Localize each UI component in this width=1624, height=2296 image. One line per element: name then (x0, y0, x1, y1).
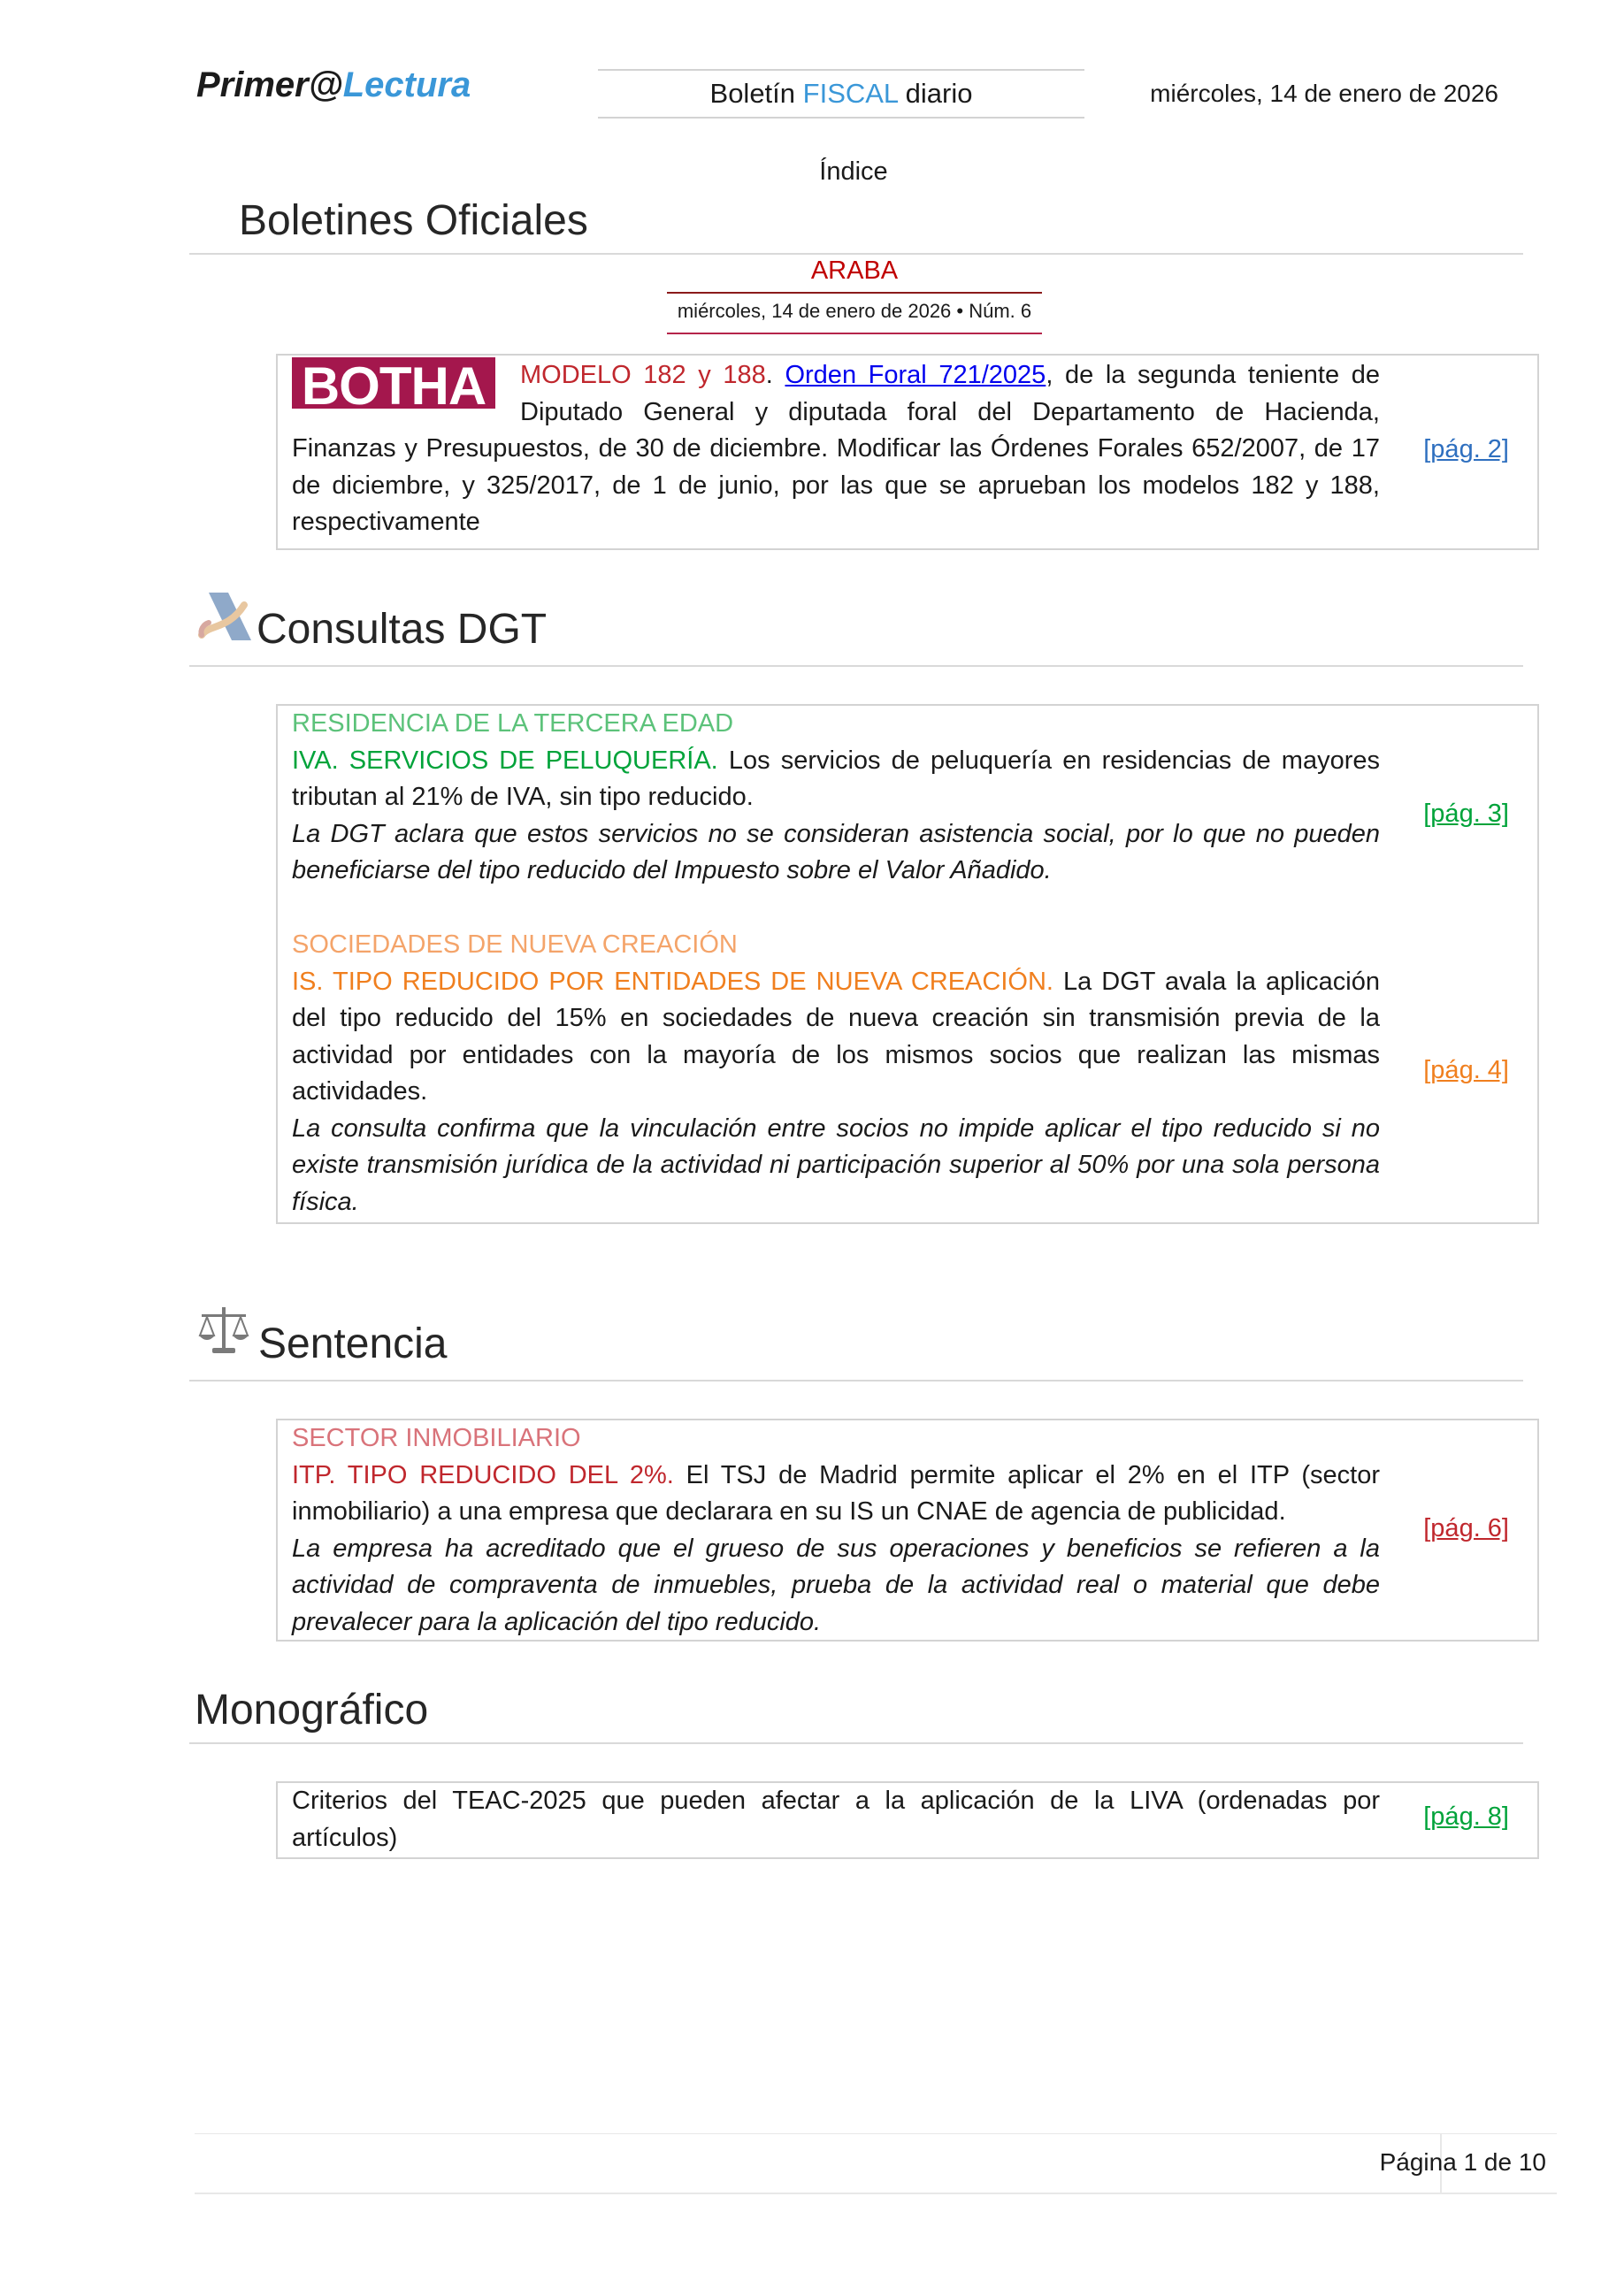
headline-separator: . (765, 361, 785, 389)
boletin-headline: MODELO 182 y 188 (520, 361, 766, 389)
scales-icon (198, 1305, 249, 1357)
aeat-logo-icon (196, 589, 257, 647)
title-accent: FISCAL (802, 78, 899, 109)
consulta-category: SOCIEDADES DE NUEVA CREACIÓN (292, 930, 738, 959)
page-link-6[interactable]: [pág. 6] (1423, 1514, 1509, 1542)
consulta-item (292, 706, 1380, 890)
boletin-body: , de la segunda teniente de Diputado General y diputada foral del Departamento de Hacienda, Finanzas y Presupuestos, de 30 de diciembre. Modificar las Órdenes Forales 652/2007, de 17 de diciembre, y 325/2017, de 1 de junio, por las que se aprueban los modelos 182 y 188, respectivamente (292, 361, 1380, 536)
sentencia-box (276, 1419, 1539, 1642)
section-title-sentencia: Sentencia (258, 1320, 448, 1367)
page-link-8[interactable]: [pág. 8] (1423, 1802, 1509, 1831)
sentencia-category: SECTOR INMOBILIARIO (292, 1424, 581, 1452)
logo-part-1: Primer@ (196, 65, 343, 104)
section-title-boletines: Boletines Oficiales (239, 197, 588, 244)
section-divider (189, 253, 1523, 255)
brand-logo (196, 65, 471, 105)
orden-foral-link[interactable]: Orden Foral 721/2025 (785, 361, 1046, 389)
consulta-summary: La consulta confirma que la vinculación entre socios no impide aplicar el tipo reducido si no existe transmisión jurídica de la actividad ni participación superior al 50% por una sola persona física. (292, 1114, 1380, 1216)
region-title: ARABA (810, 256, 899, 285)
consultas-box (276, 704, 1539, 1224)
monografico-body: Criterios del TEAC-2025 que pueden afectar a la aplicación de la LIVA (ordenadas por artículos) (292, 1787, 1380, 1852)
consulta-summary: La DGT aclara que estos servicios no se consideran asistencia social, por lo que no pueden beneficiarse del tipo reducido del Impuesto sobre el Valor Añadido. (292, 819, 1380, 884)
section-divider (189, 665, 1523, 667)
monografico-box (276, 1781, 1539, 1859)
region-subtitle: miércoles, 14 de enero de 2026 • Núm. 6 (667, 292, 1042, 334)
index-label: Índice (819, 157, 888, 186)
consulta-category: RESIDENCIA DE LA TERCERA EDAD (292, 709, 734, 738)
page-link-3[interactable]: [pág. 3] (1423, 800, 1509, 828)
consulta-headline: IS. TIPO REDUCIDO POR ENTIDADES DE NUEVA CREACIÓN. (292, 967, 1053, 996)
section-title-consultas: Consultas DGT (257, 606, 548, 653)
section-divider (189, 1380, 1523, 1381)
title-suffix: diario (898, 78, 973, 109)
logo-part-2: Lectura (342, 65, 471, 104)
section-title-monografico: Monográfico (195, 1687, 429, 1733)
bulletin-title (598, 69, 1084, 119)
boletin-item (276, 354, 1539, 550)
consulta-body: Los servicios de peluquería en residencias de mayores tributan al 21% de IVA, sin tipo reducido. (292, 746, 1380, 811)
boletin-item-text (292, 357, 1380, 541)
sentencia-summary: La empresa ha acreditado que el grueso de sus operaciones y beneficios se refieren a la actividad de compraventa de inmuebles, prueba de la actividad real o material que debe prevalecer para la aplicación del tipo reducido. (292, 1534, 1380, 1636)
header-date: miércoles, 14 de enero de 2026 (1150, 80, 1498, 107)
page-link-4[interactable]: [pág. 4] (1423, 1056, 1509, 1084)
title-prefix: Boletín (709, 78, 803, 109)
page-link-2[interactable]: [pág. 2] (1423, 435, 1509, 463)
sentencia-headline: ITP. TIPO REDUCIDO DEL 2%. (292, 1460, 674, 1489)
consulta-item (292, 927, 1380, 1221)
consulta-body: La DGT avala la aplicación del tipo reducido del 15% en sociedades de nueva creación sin transmisión previa de la actividad por entidades con la mayoría de los mismos socios que realizan las mismas actividades. (292, 967, 1380, 1106)
footer-bar (195, 2133, 1557, 2194)
consulta-headline: IVA. SERVICIOS DE PELUQUERÍA. (292, 746, 718, 775)
section-divider (189, 1742, 1523, 1744)
sentencia-body: El TSJ de Madrid permite aplicar el 2% en el ITP (sector inmobiliario) a una empresa que declarara en su IS un CNAE de agencia de publicidad. (292, 1460, 1380, 1526)
page-number: Página 1 de 10 (1379, 2148, 1546, 2176)
botha-logo: BOTHA (292, 357, 495, 409)
sentencia-item (292, 1420, 1380, 1641)
